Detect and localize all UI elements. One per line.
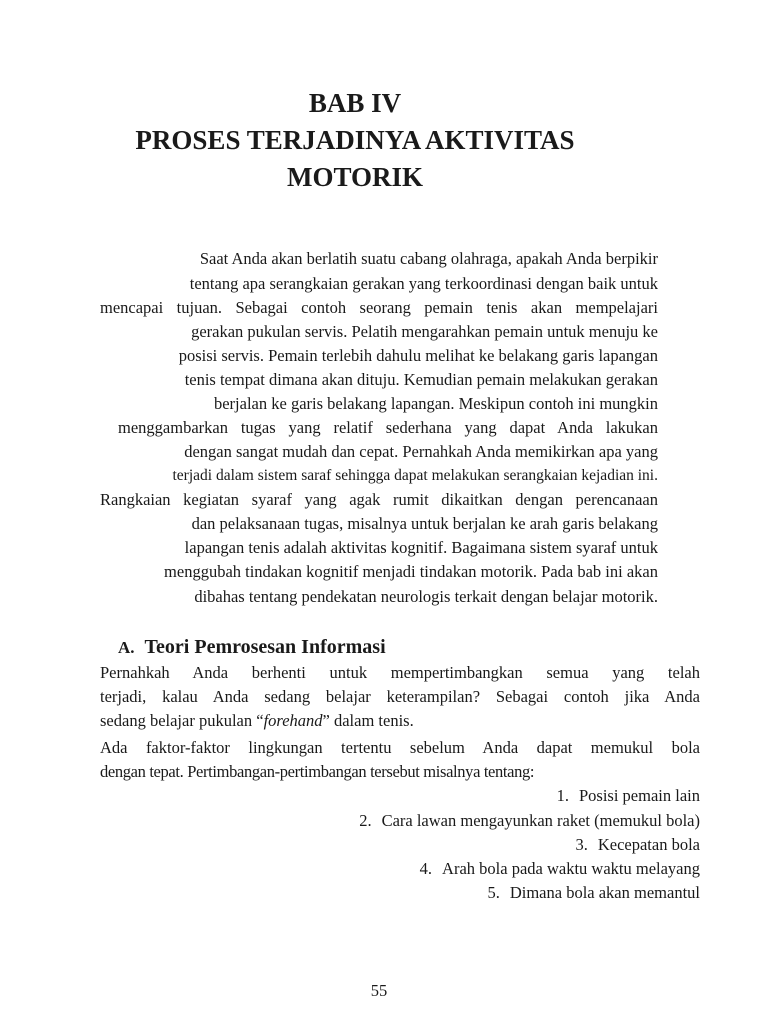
intro-line: lapangan tenis adalah aktivitas kognitif. Bagaimana sistem syaraf untuk (184, 538, 658, 557)
list-item (0, 813, 700, 830)
intro-line: gerakan pukulan servis. Pelatih mengarahkan pemain untuk menuju ke (191, 322, 658, 341)
paragraph-line (100, 713, 700, 730)
list-number: 2. (359, 811, 372, 830)
intro-line: menggubah tindakan kognitif menjadi tindakan motorik. Pada bab ini akan (164, 562, 658, 581)
list-text: Kecepatan bola (597, 835, 700, 854)
list-text: Arah bola pada waktu waktu melayang (442, 859, 700, 878)
intro-line: berjalan ke garis belakang lapangan. Meskipun contoh ini mungkin (213, 394, 658, 413)
list-number: 1. (556, 786, 569, 805)
intro-line: tenis tempat dimana akan dituju. Kemudian pemain melakukan gerakan (184, 370, 658, 389)
section-heading (118, 637, 386, 657)
intro-line: posisi servis. Pemain terlebih dahulu melihat ke belakang garis lapangan (178, 346, 658, 365)
chapter-title-line-2: MOTORIK (286, 162, 423, 192)
list-number: 5. (487, 883, 500, 902)
intro-line: tentang apa serangkaian gerakan yang terkoordinasi dengan baik untuk (189, 274, 658, 293)
paragraph-line: Ada faktor-faktor lingkungan tertentu sebelum Anda dapat memukul bola (100, 738, 700, 757)
italic-term: forehand (263, 711, 323, 730)
list-item (0, 885, 700, 902)
list-number: 3. (575, 835, 588, 854)
intro-line: dibahas tentang pendekatan neurologis terkait dengan belajar motorik. (194, 587, 658, 606)
intro-line: dengan sangat mudah dan cepat. Pernahkah Anda memikirkan apa yang (184, 442, 658, 461)
list-text: Posisi pemain lain (579, 786, 700, 805)
list-item (0, 788, 700, 805)
list-text: Dimana bola akan memantul (509, 883, 700, 902)
intro-line: terjadi dalam sistem saraf sehingga dapat melakukan serangkaian kejadian ini. (172, 467, 658, 484)
chapter-label: BAB IV (308, 88, 402, 118)
page-number: 55 (370, 981, 388, 1000)
section-marker: A. (118, 638, 135, 657)
section-title: Teori Pemrosesan Informasi (144, 636, 386, 658)
list-item (0, 861, 700, 878)
intro-line: Rangkaian kegiatan syaraf yang agak rumit dikaitkan dengan perencanaan (100, 490, 658, 509)
intro-line: Saat Anda akan berlatih suatu cabang olahraga, apakah Anda berpikir (199, 249, 658, 268)
chapter-title-line-1: PROSES TERJADINYA AKTIVITAS (135, 125, 575, 155)
intro-line: menggambarkan tugas yang relatif sederhana yang dapat Anda lakukan (118, 418, 658, 437)
paragraph-line: dengan tepat. Pertimbangan-pertimbangan tersebut misalnya tentang: (100, 762, 535, 781)
paragraph-line: terjadi, kalau Anda sedang belajar keterampilan? Sebagai contoh jika Anda (100, 687, 700, 706)
list-text: Cara lawan mengayunkan raket (memukul bola) (381, 811, 700, 830)
paragraph-line: Pernahkah Anda berhenti untuk mempertimbangkan semua yang telah (100, 663, 700, 682)
intro-line: dan pelaksanaan tugas, misalnya untuk berjalan ke arah garis belakang (191, 514, 658, 533)
intro-line: mencapai tujuan. Sebagai contoh seorang pemain tenis akan mempelajari (100, 298, 658, 317)
text-run: sedang belajar pukulan “ (100, 711, 264, 730)
list-item (0, 837, 700, 854)
text-run: ” dalam tenis. (322, 711, 414, 730)
list-number: 4. (419, 859, 433, 878)
